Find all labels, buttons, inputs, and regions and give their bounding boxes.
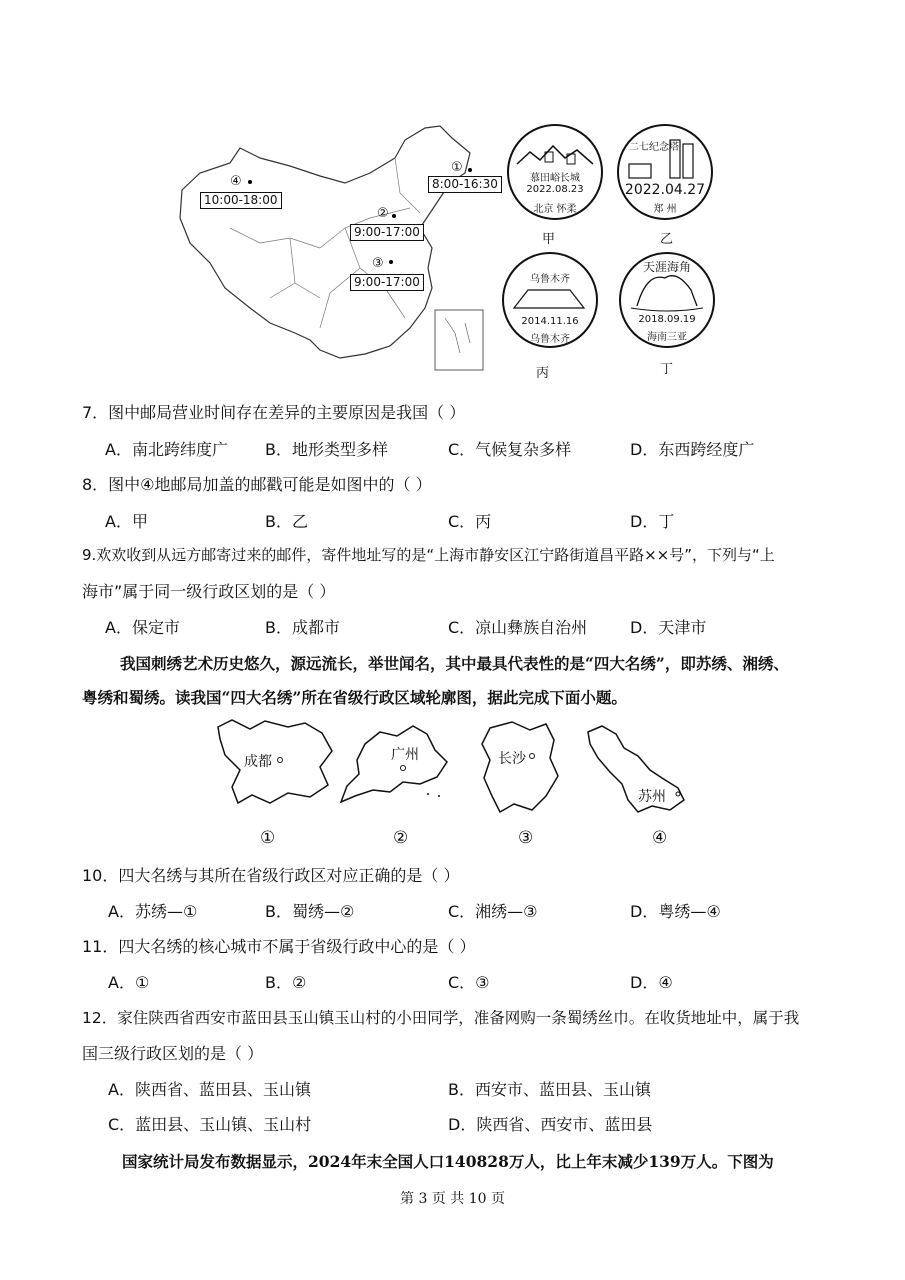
province-outline-1 (210, 715, 340, 810)
stamp-jia-name: 慕田峪长城 (530, 173, 580, 184)
question-9-stem-line2: 海市”属于同一级行政区划的是（ ） (82, 582, 336, 601)
stamp-bing-name: 乌鲁木齐 (530, 274, 570, 285)
q8-option-a: A．甲 (105, 512, 148, 531)
location-3-time: 9:00-17:00 (350, 274, 424, 291)
province-2-num: ② (393, 828, 409, 848)
location-1-time: 8:00-16:30 (428, 176, 502, 193)
location-3-num: ③ (372, 256, 384, 271)
province-4-shape (582, 722, 692, 817)
question-10-stem: 10．四大名绣与其所在省级行政区对应正确的是（ ） (82, 866, 460, 885)
q7-option-d: D．东西跨经度广 (630, 440, 755, 459)
q10-option-c: C．湘绣—③ (448, 902, 538, 921)
stamp-bing-date: 2014.11.16 (521, 316, 579, 327)
question-7-stem: 7．图中邮局营业时间存在差异的主要原因是我国（ ） (82, 403, 466, 422)
page-footer: 第 3 页 共 10 页 (400, 1191, 505, 1207)
stamp-jia-date: 2022.08.23 (526, 184, 584, 195)
province-2-city: 广州 (391, 747, 419, 763)
province-3-num: ③ (518, 828, 534, 848)
location-3-dot (389, 260, 393, 264)
province-outline-2 (335, 722, 465, 810)
china-outline (170, 118, 500, 380)
stamp-bing-caption: 丙 (536, 366, 550, 381)
q10-option-b: B．蜀绣—② (265, 902, 355, 921)
stamp-ding-date: 2018.09.19 (638, 314, 696, 325)
question-12-stem-line2: 国三级行政区划的是（ ） (82, 1044, 264, 1063)
q9-option-d: D．天津市 (630, 618, 707, 637)
question-12-stem-line1: 12．家住陕西省西安市蓝田县玉山镇玉山村的小田同学，准备网购一条蜀绣丝巾。在收货地址中，属于我 (82, 1009, 800, 1027)
q11-option-b: B．② (265, 973, 307, 992)
stamp-bing (500, 250, 600, 350)
stamp-jia-caption: 甲 (542, 232, 556, 247)
q7-option-c: C．气候复杂多样 (448, 440, 572, 459)
stamp-yi-date: 2022.04.27 (624, 182, 706, 198)
q9-option-c: C．凉山彝族自治州 (448, 618, 588, 637)
q9-option-a: A．保定市 (105, 618, 180, 637)
province-4-num: ④ (652, 828, 668, 848)
china-map (170, 118, 500, 380)
q10-option-d: D．粤绣—④ (630, 902, 721, 921)
question-8-stem: 8．图中④地邮局加盖的邮戳可能是如图中的（ ） (82, 475, 432, 494)
stamp-ding-place: 海南三亚 (647, 332, 687, 343)
q11-option-a: A．① (108, 973, 150, 992)
province-1-num: ① (260, 828, 276, 848)
location-2-time: 9:00-17:00 (350, 224, 424, 241)
location-2-dot (392, 214, 396, 218)
province-outline-3 (472, 718, 567, 818)
q12-option-d: D．陕西省、西安市、蓝田县 (448, 1115, 653, 1134)
passage-embroidery-line2: 粤绣和蜀绣。读我国“四大名绣”所在省级行政区域轮廓图，据此完成下面小题。 (82, 688, 627, 707)
province-1-city: 成都 (244, 754, 272, 770)
stamp-jia (505, 122, 605, 222)
location-4-time: 10:00-18:00 (200, 192, 282, 209)
province-1-shape (210, 715, 340, 810)
stamp-yi (615, 122, 715, 222)
q12-option-c: C．蓝田县、玉山镇、玉山村 (108, 1115, 312, 1134)
q11-option-c: C．③ (448, 973, 490, 992)
stamp-ding (617, 250, 717, 350)
stamp-yi-name: 二七纪念塔 (629, 142, 679, 153)
q7-option-b: B．地形类型多样 (265, 440, 388, 459)
location-2-num: ② (377, 206, 389, 221)
q7-option-a: A．南北跨纬度广 (105, 440, 228, 459)
province-outline-4 (582, 722, 692, 817)
location-1-num: ① (451, 160, 463, 175)
q8-option-c: C．丙 (448, 512, 492, 531)
province-2-shape (335, 722, 465, 810)
passage-population: 国家统计局发布数据显示，2024年末全国人口140828万人，比上年末减少139万人。下图为 (122, 1152, 774, 1171)
passage-embroidery-line1: 我国刺绣艺术历史悠久，源远流长，举世闻名，其中最具代表性的是“四大名绣”，即苏绣、湘绣、 (120, 654, 789, 673)
province-4-city: 苏州 (638, 789, 666, 805)
province-3-city: 长沙 (498, 751, 526, 767)
stamp-yi-place: 郑 州 (653, 204, 677, 215)
stamp-ding-caption: 丁 (660, 362, 674, 377)
q9-option-b: B．成都市 (265, 618, 340, 637)
stamp-bing-place: 乌鲁木齐 (530, 334, 570, 345)
q8-option-d: D．丁 (630, 512, 675, 531)
stamp-ding-name: 天涯海角 (642, 260, 691, 274)
stamp-yi-caption: 乙 (660, 232, 674, 247)
q11-option-d: D．④ (630, 973, 673, 992)
location-1-dot (468, 168, 472, 172)
location-4-dot (248, 180, 252, 184)
question-9-stem-line1: 9.欢欢收到从远方邮寄过来的邮件，寄件地址写的是“上海市静安区江宁路街道昌平路××号”，下列与“上 (82, 546, 775, 564)
q8-option-b: B．乙 (265, 512, 308, 531)
province-3-shape (472, 718, 567, 818)
question-11-stem: 11．四大名绣的核心城市不属于省级行政中心的是（ ） (82, 937, 476, 956)
stamp-jia-place: 北京 怀柔 (533, 204, 577, 215)
q12-option-a: A．陕西省、蓝田县、玉山镇 (108, 1080, 311, 1099)
q12-option-b: B．西安市、蓝田县、玉山镇 (448, 1080, 651, 1099)
q10-option-a: A．苏绣—① (108, 902, 198, 921)
location-4-num: ④ (230, 174, 242, 189)
